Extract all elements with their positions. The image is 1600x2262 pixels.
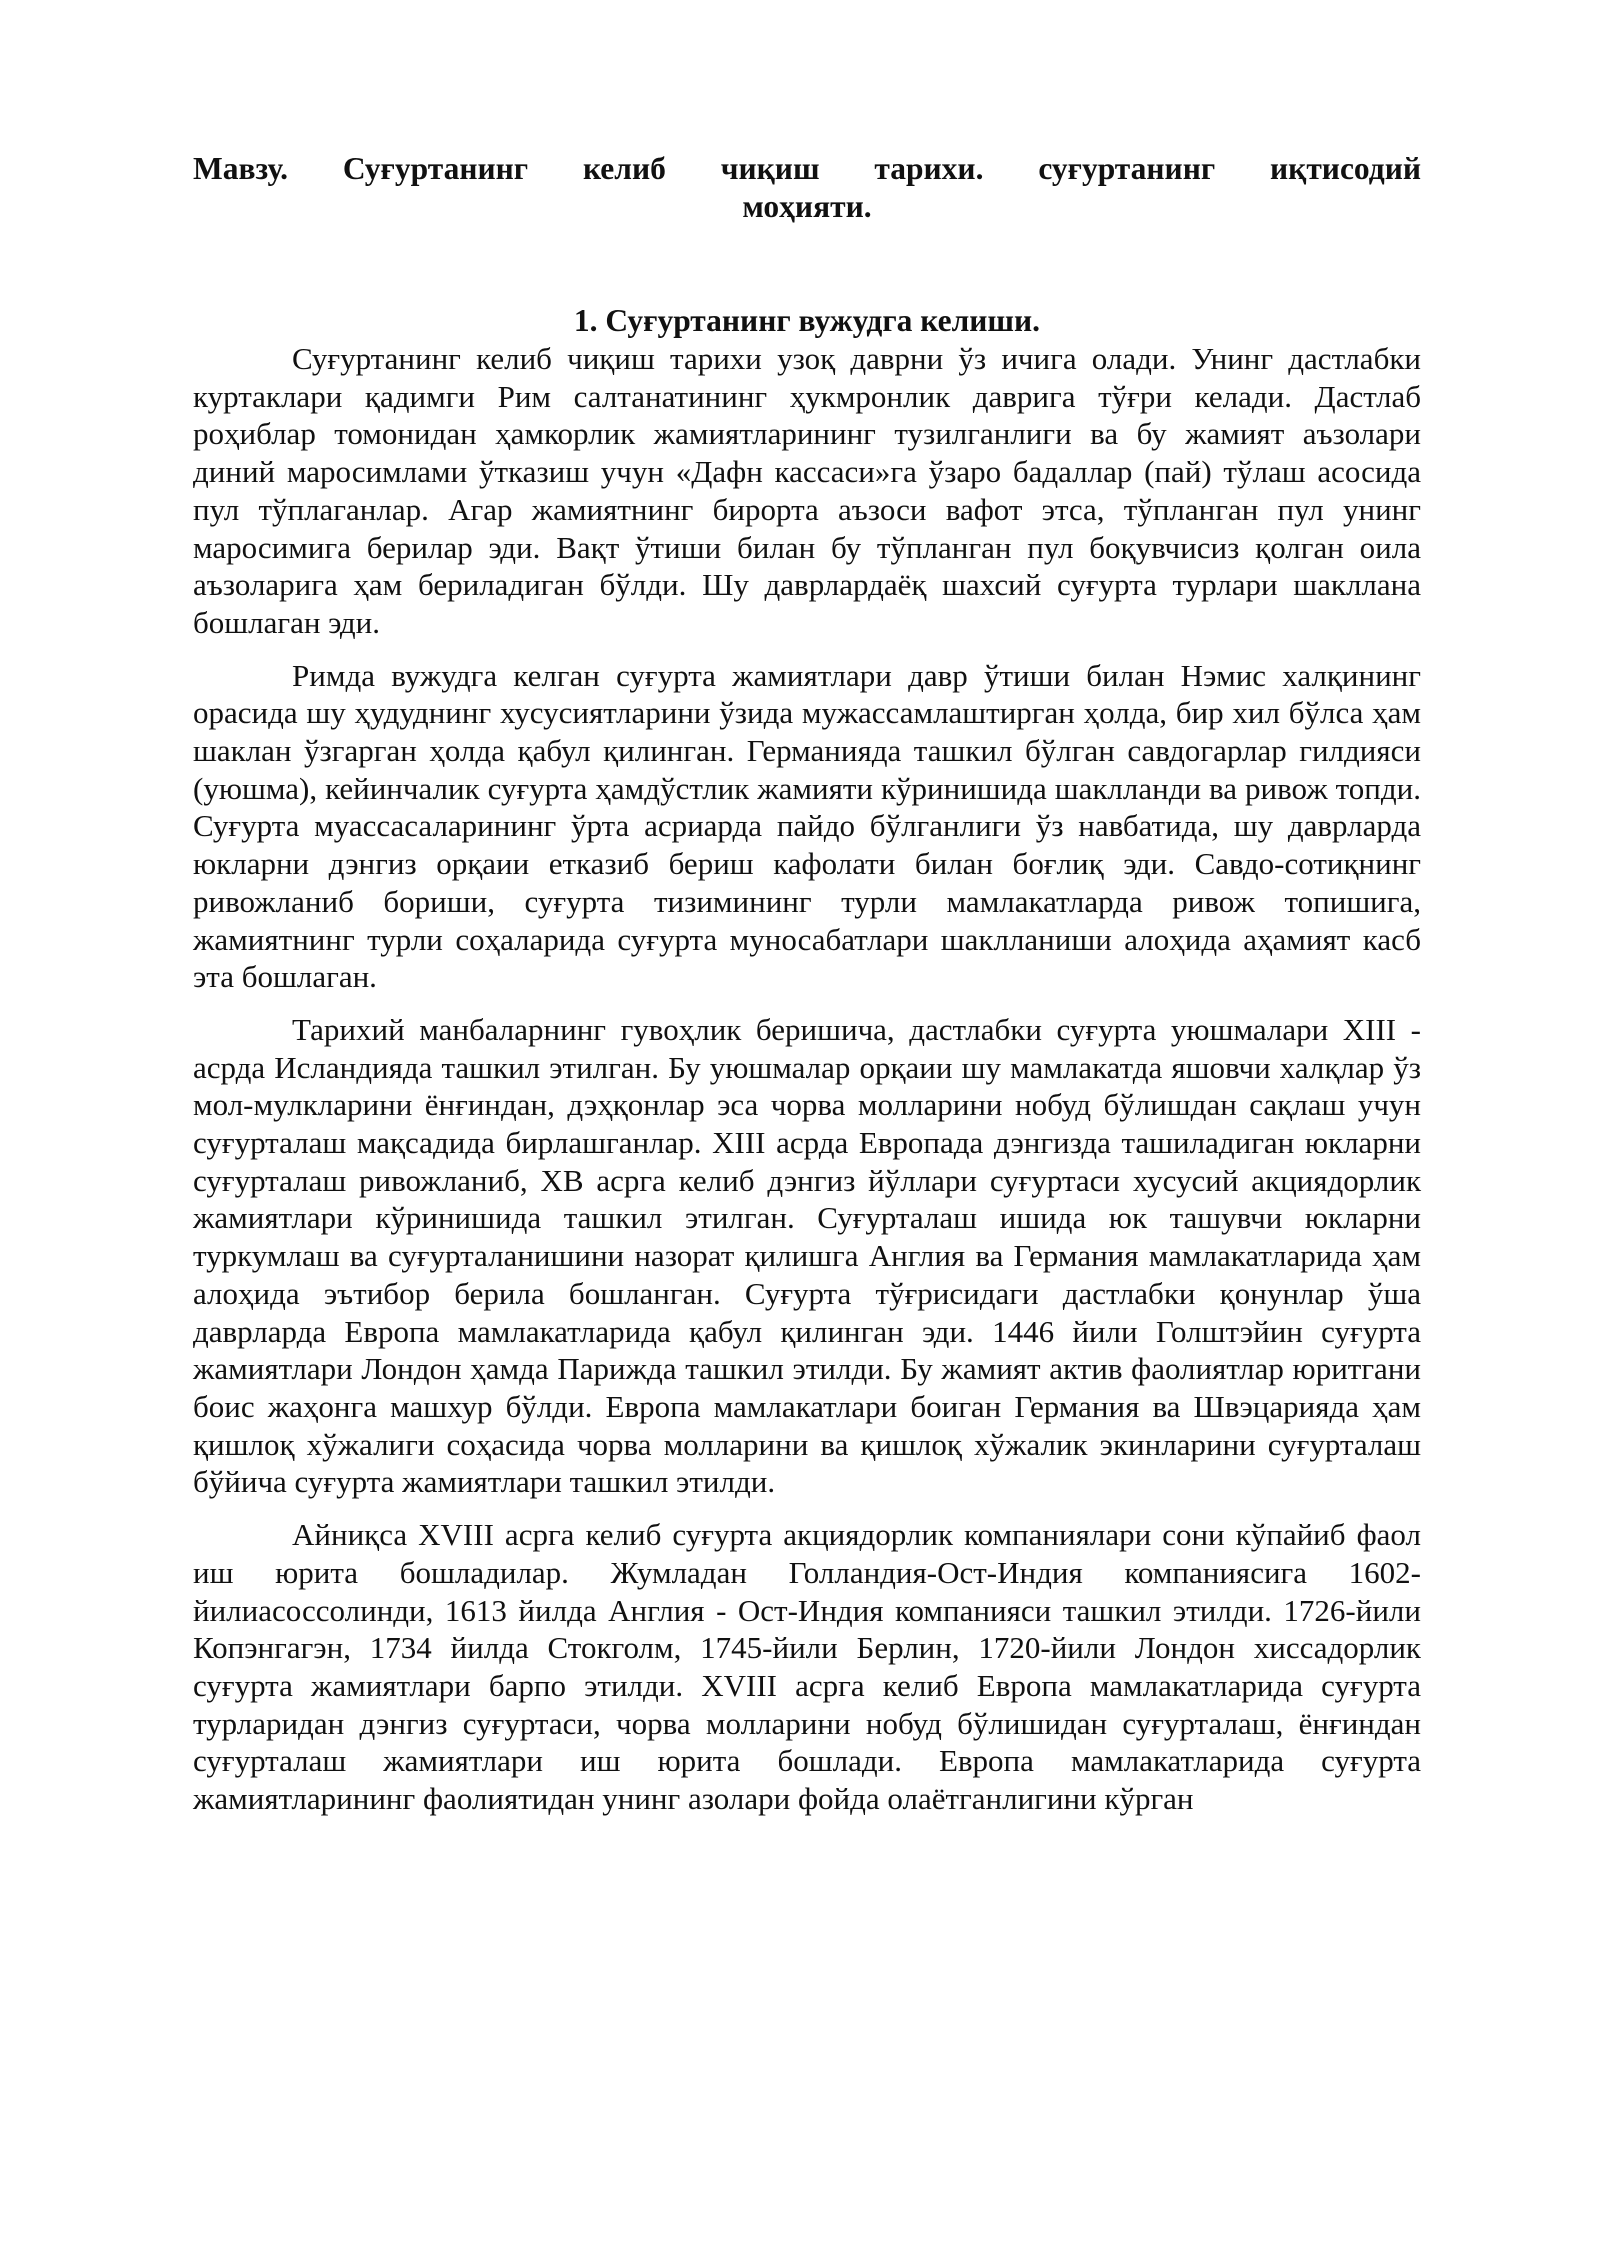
- section-heading: 1. Суғуртанинг вужудга келиши.: [573, 303, 1041, 338]
- document-title-line1: [193, 150, 1421, 188]
- document-page: [193, 150, 1421, 1818]
- paragraph-1: Суғуртанинг келиб чиқиш тарихи узоқ даврни ўз ичига олади. Унинг дастлабки куртаклари қадимги Рим салтанатининг ҳукмронлик даврига тўғри келади. Дастлаб роҳиблар томонидан ҳамкорлик жамиятларининг тузилганлиги ва бу жамият аъзолари диний маросимлами ўтказиш учун «Дафн кассаси»га ўзаро бадаллар (пай) тўлаш асосида пул тўплаганлар. Агар жамиятнинг бирорта аъзоси вафот этса, тўпланган пул унинг маросимига берилар эди. Вақт ўтиши билан бу тўпланган пул боқувчисиз қолган оила аъзоларига ҳам бериладиган бўлди. Шу даврлардаёқ шахсий суғурта турлари шакллана бошлаган эди.: [193, 341, 1421, 640]
- paragraph-2: Римда вужудга келган суғурта жамиятлари давр ўтиши билан Нэмис халқининг орасида шу ҳудуднинг хусусиятларини ўзида мужассамлаштирган ҳолда, бир хил бўлса ҳам шаклан ўзгарган ҳолда қабул қилинган. Германияда ташкил бўлган савдогарлар гилдияси (уюшма), кейинчалик суғурта ҳамдўстлик жамияти кўринишида шаклланди ва ривож топди. Суғурта муассасаларининг ўрта асриарда пайдо бўлганлиги ўз навбатида, шу даврларда юкларни дэнгиз орқаии етказиб бериш кафолати билан боғлиқ эди. Савдо-сотиқнинг ривожланиб бориши, суғурта тизимининг турли мамлакатларда ривож топишига, жамиятнинг турли соҳаларида суғурта муносабатлари шаклланиши алоҳида аҳамият касб эта бошлаган.: [193, 657, 1421, 995]
- paragraph-3: Тарихий манбаларнинг гувоҳлик беришича, дастлабки суғурта уюшмалари XIII - асрда Исландияда ташкил этилган. Бу уюшмалар орқаии шу мамлакатда яшовчи халқлар ўз мол-мулкларини ёнғиндан, дэҳқонлар эса чорва молларини нобуд бўлишдан сақлаш учун суғурталаш мақсадида бирлашганлар. XIII асрда Европада дэнгизда ташиладиган юкларни суғурталаш ривожланиб, XB асрга келиб дэнгиз йўллари суғуртаси хусусий акциядорлик жамиятлари кўринишида ташкил этилган. Суғурталаш ишида юк ташувчи юкларни туркумлаш ва суғурталанишини назорат қилишга Англия ва Германия мамлакатларида ҳам алоҳида эътибор берила бошланган. Суғурта тўғрисидаги дастлабки қонунлар ўша даврларда Европа мамлакатларида қабул қилинган эди. 1446 йили Голштэйин суғурта жамиятлари Лондон ҳамда Парижда ташкил этилди. Бу жамият актив фаолиятлар юритгани боис жаҳонга машхур бўлди. Европа мамлакатлари боиган Германия ва Швэцарияда ҳам қишлоқ хўжалиги соҳасида чорва молларини ва қишлоқ хўжалик экинларини суғурталаш бўйича суғурта жамиятлари ташкил этилди.: [193, 1011, 1421, 1500]
- title-label: Мавзу.: [193, 151, 288, 186]
- title-text-line1: Суғуртанинг келиб чиқиш тарихи. суғуртанинг иқтисодий: [342, 151, 1421, 186]
- paragraph-4: Айниқса XVIII асрга келиб суғурта акциядорлик компаниялари сони кўпайиб фаол иш юрита бошладилар. Жумладан Голландия-Ост-Индия компаниясига 1602-йилиасоссолинди, 1613 йилда Англия - Ост-Индия компанияси ташкил этилди. 1726-йили Копэнгагэн, 1734 йилда Стокголм, 1745-йили Берлин, 1720-йили Лондон хиссадорлик суғурта жамиятлари барпо этилди. XVIII асрга келиб Европа мамлакатларида суғурта турларидан дэнгиз суғуртаси, чорва молларини нобуд бўлишидан суғурталаш, ёнғиндан суғурталаш жамиятлари иш юрита бошлади. Европа мамлакатларида суғурта жамиятларининг фаолиятидан унинг азолари фойда олаётганлигини кўрган: [193, 1517, 1421, 1817]
- title-text-line2: моҳияти.: [742, 189, 872, 224]
